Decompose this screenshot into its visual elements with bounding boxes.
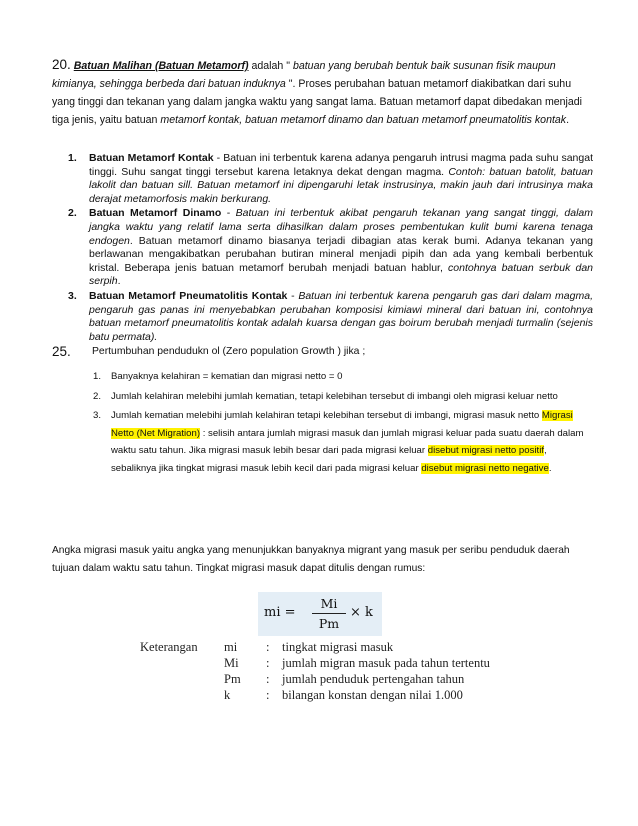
highlight-term: disebut migrasi netto positif <box>427 445 544 456</box>
formula-denominator: Pm <box>318 616 340 631</box>
legend-row <box>224 640 544 656</box>
item-title: Batuan Metamorf Kontak <box>89 152 214 164</box>
item-text: Jumlah kelahiran melebihi jumlah kematian, tetapi kelebihan tersebut di imbangi oleh migrasi keluar netto <box>111 390 558 402</box>
highlight-term: disebut migrasi netto negative <box>421 462 549 474</box>
legend-desc: tingkat migrasi masuk <box>282 640 394 654</box>
legend-desc: jumlah migran masuk pada tahun tertentu <box>282 656 490 670</box>
item-italic: Batuan ini terbentuk akibat pengaruh tekanan yang sangat tinggi, dalam jangka waktu yang relatif lama serta dihasilkan dalam proses pembentukan kulit bumi karena tenaga endogen <box>89 207 593 247</box>
legend-desc: jumlah penduduk pertengahan tahun <box>282 672 465 686</box>
intro-quote: batuan yang berubah bentuk baik susunan fisik maupun kimianya, sehingga berbeda dari batuan induknya <box>52 60 556 90</box>
legend-label: Keterangan <box>140 640 198 654</box>
item-number: 1. <box>68 152 77 164</box>
migration-paragraph: Angka migrasi masuk yaitu angka yang menunjukkan banyaknya migrant yang masuk per seribu penduduk daerah tujuan dalam waktu satu tahun. Tingkat migrasi masuk dapat ditulis dengan rumus: <box>52 545 570 574</box>
item-tail: . <box>117 275 121 288</box>
item-number: 3. <box>93 410 102 421</box>
fraction-bar <box>312 613 346 614</box>
item-text: Banyaknya kelahiran = kematian dan migrasi netto = 0 <box>111 371 343 382</box>
intro-text: adalah " <box>248 60 293 72</box>
item-text: - <box>221 207 236 220</box>
item-number: 3. <box>68 289 77 302</box>
item-text: Jumlah kematian melebihi jumlah kelahiran tetapi kelebihan tersebut di imbangi, migrasi masuk netto <box>111 410 542 421</box>
item-text: - <box>287 289 299 302</box>
formula-fraction <box>312 596 346 631</box>
item-tail: . Batuan metamorf dinamo biasanya terjadi dibagian atas kerak bumi. Adanya tekanan yang berlawanan mengakibatkan perubahan butiran mineral menjadi pipih dan ada yang kembali berbentuk kristal. Beberapa jenis batuan metamorf berubah menjadi batuan hablur, <box>89 234 593 274</box>
item-text: . <box>548 462 552 474</box>
item-number: 2. <box>93 390 102 402</box>
item-italic: Contoh: batuan batolit, batuan lakolit dan batuan sill. Batuan metamorf ini dipengaruhi letak instrusinya, makin jauh dari intrusinya maka derajat metamorfosis makin berkurang. <box>89 165 593 205</box>
legend-colon: : <box>266 656 270 670</box>
list-item <box>68 207 593 289</box>
legend-symbol: mi <box>224 640 238 654</box>
item-title: Batuan Metamorf Dinamo <box>89 207 222 220</box>
item-number: 2. <box>68 207 77 220</box>
legend-row <box>224 688 544 704</box>
list-item <box>68 290 593 344</box>
item-text: : selisih antara jumlah migrasi masuk dan jumlah migrasi keluar pada suatu daerah dalam waktu satu tahun. Jika migrasi masuk lebih besar dari pada migrasi keluar <box>111 427 584 456</box>
formula-rhs: × k <box>350 605 373 620</box>
legend-symbol: Mi <box>224 656 239 670</box>
legend-row <box>224 672 544 688</box>
legend-symbol: Pm <box>224 672 241 686</box>
list-item <box>93 407 593 477</box>
legend-colon: : <box>266 688 270 702</box>
formula-lhs: mi = <box>264 605 296 620</box>
list-item <box>93 388 593 406</box>
question-number: 25. <box>52 344 71 359</box>
legend-colon: : <box>266 640 270 654</box>
item-text: , sebaliknya jika tingkat migrasi masuk lebih kecil dari pada migrasi keluar <box>111 445 547 474</box>
intro-end: . <box>566 114 570 126</box>
item-italic: Batuan ini terbentuk karena pengaruh gas dari dalam magma, pengaruh gas panas ini menyebabkan perubahan komposisi kimiawi mineral dari batuan ini, contohnya batuan metamorf pneumatolitis kontak adalah kuarsa dengan gas boirum berubah menjadi turmalin (sejenis batu permata). <box>89 289 593 343</box>
legend-symbol: k <box>224 688 231 702</box>
intro-text: ". Proses perubahan batuan metamorf diakibatkan dari suhu yang tinggi dan tekanan yang dalam jangka waktu yang sangat lama. Batuan metamorf dapat dibedakan menjadi tiga jenis, yaitu batuan <box>52 78 583 126</box>
legend-row <box>224 656 544 672</box>
item-italic: contohnya batuan serbuk dan serpih <box>89 261 593 288</box>
highlight-term: Migrasi Netto (Net Migration) <box>111 410 573 439</box>
item-text: - Batuan ini terbentuk karena adanya pengaruh intrusi magma pada suhu sangat tinggi. Suhu sangat tinggi tersebut karena letaknya dekat dengan magma. <box>89 152 593 178</box>
metamorf-list <box>68 152 593 345</box>
question-20 <box>52 56 592 129</box>
list-item <box>68 152 593 206</box>
item-title: Batuan Metamorf Pneumatolitis Kontak <box>89 289 288 302</box>
intro-types: metamorf kontak, batuan metamorf dinamo dan batuan metamorf pneumatolitis kontak <box>160 114 567 126</box>
question-heading: Batuan Malihan (Batuan Metamorf) <box>73 60 249 72</box>
formula-box <box>258 592 382 636</box>
legend-desc: bilangan konstan dengan nilai 1.000 <box>282 688 463 702</box>
question-number: 20. <box>52 57 71 72</box>
question-lead: Pertumbuhan pendudukn ol (Zero population Growth ) jika ; <box>92 346 366 357</box>
zpg-list <box>93 368 593 479</box>
legend-colon: : <box>266 672 270 686</box>
list-item <box>93 368 593 386</box>
item-number: 1. <box>93 371 102 382</box>
formula-numerator: Mi <box>320 596 338 611</box>
